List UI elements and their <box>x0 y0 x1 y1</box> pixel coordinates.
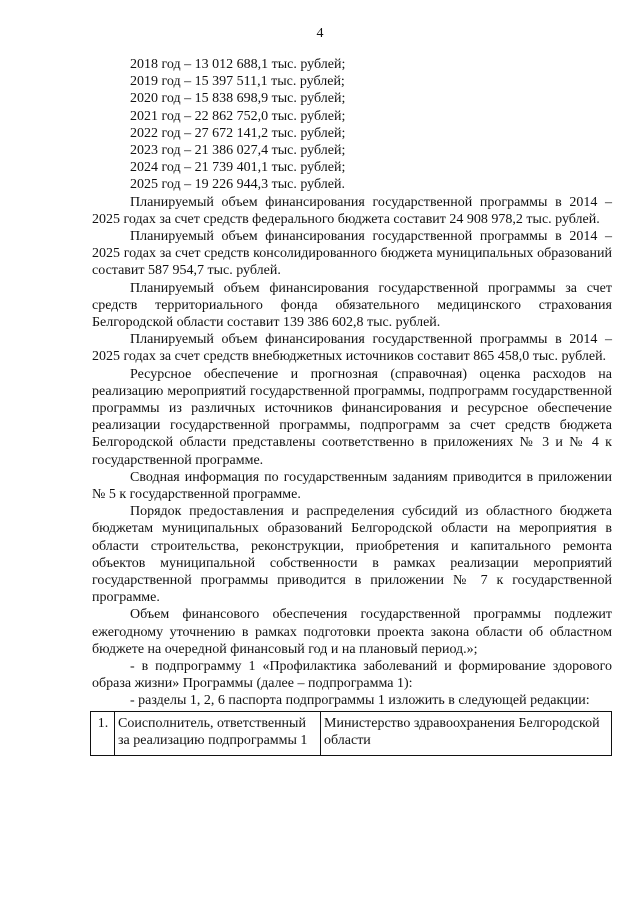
paragraph-federal-budget: Планируемый объем финансирования государственной программы в 2014 – 2025 годах за счет средств федерального бюджета составит 24 908 978,2 тыс. рублей. <box>92 194 612 227</box>
budget-year-item: 2018 год – 13 012 688,1 тыс. рублей; <box>130 57 346 72</box>
budget-year-item: 2023 год – 21 386 027,4 тыс. рублей; <box>130 142 346 158</box>
paragraph-resource-provision: Ресурсное обеспечение и прогнозная (справочная) оценка расходов на реализацию мероприятий государственной программы, подпрограмм государственной программы из различных источников финансирования и ресурсное обеспечение реализации государственной программы, подпрограмм за счет средств бюджета Белгородской области представлены соответственно в приложениях № 3 и № 4 к государственной программе. <box>92 366 612 468</box>
budget-year-item: 2022 год – 27 672 141,2 тыс. рублей; <box>130 125 346 141</box>
paragraph-state-tasks: Сводная информация по государственным заданиям приводится в приложении № 5 к государственной программе. <box>92 469 612 502</box>
document-body <box>92 56 612 756</box>
passport-table <box>90 711 612 756</box>
paragraph-extrabudgetary: Планируемый объем финансирования государственной программы в 2014 – 2025 годах за счет средств внебюджетных источников составит 865 458,0 тыс. рублей. <box>92 332 612 365</box>
paragraph-oms-fund: Планируемый объем финансирования государственной программы за счет средств территориального фонда обязательного медицинского страхования Белгородской области составит 139 386 602,8 тыс. рублей. <box>92 280 612 330</box>
budget-year-item: 2025 год – 19 226 944,3 тыс. рублей. <box>130 177 345 193</box>
budget-year-item: 2024 год – 21 739 401,1 тыс. рублей; <box>130 160 346 176</box>
budget-year-item: 2019 год – 15 397 511,1 тыс. рублей; <box>130 74 345 90</box>
budget-by-year-list <box>130 56 612 194</box>
budget-year-item: 2021 год – 22 862 752,0 тыс. рублей; <box>130 108 346 124</box>
row-number: 1. <box>91 711 115 755</box>
bullet-subprogram-1: - в подпрограмму 1 «Профилактика заболеваний и формирование здорового образа жизни» Программы (далее – подпрограмма 1): <box>92 658 612 692</box>
page-number: 4 <box>316 26 324 41</box>
budget-year-item: 2020 год – 15 838 698,9 тыс. рублей; <box>130 91 346 107</box>
paragraph-subsidies: Порядок предоставления и распределения субсидий из областного бюджета бюджетам муниципальных образований Белгородской области на мероприятия в области строительства, реконструкции, приобретения и капитального ремонта объектов муниципальной собственности в рамках реализации мероприятий государственной программы приводится в приложении № 7 к государственной программе. <box>92 504 612 606</box>
row-label: Соисполнитель, ответственный за реализацию подпрограммы 1 <box>115 711 321 755</box>
row-value: Министерство здравоохранения Белгородской области <box>321 711 612 755</box>
table-row <box>91 711 612 755</box>
bullet-passport-sections: - разделы 1, 2, 6 паспорта подпрограммы 1 изложить в следующей редакции: <box>130 693 590 709</box>
paragraph-municipal-budget: Планируемый объем финансирования государственной программы в 2014 – 2025 годах за счет средств консолидированного бюджета муниципальных образований составит 587 954,7 тыс. рублей. <box>92 228 612 279</box>
paragraph-financing-update: Объем финансового обеспечения государственной программы подлежит ежегодному уточнению в рамках подготовки проекта закона области об областном бюджете на очередной финансовый год и на плановый период.»; <box>92 607 612 657</box>
